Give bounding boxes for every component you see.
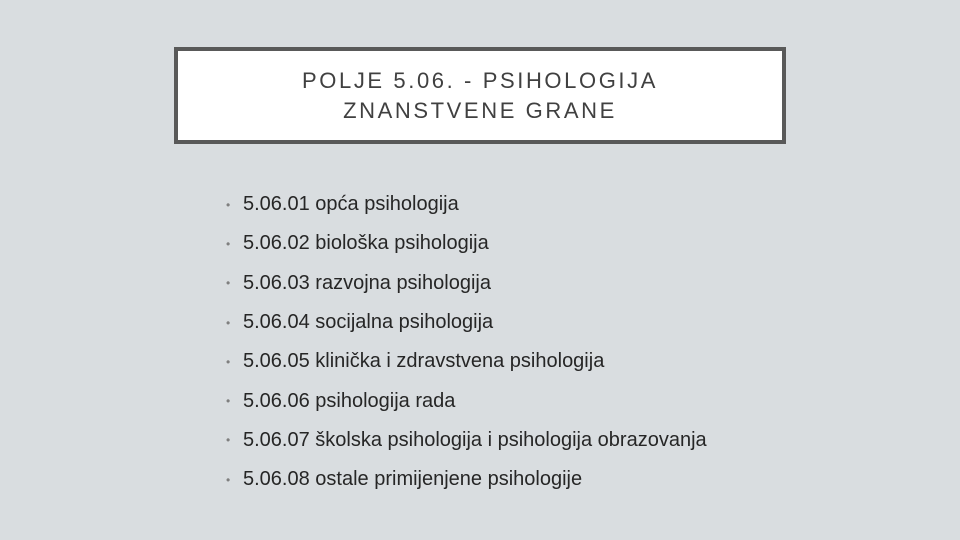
title-box [174, 47, 786, 144]
list-item [226, 460, 707, 499]
bullet-list [226, 185, 707, 499]
bullet-icon: • [226, 354, 231, 369]
bullet-icon: • [226, 197, 231, 212]
bullet-icon: • [226, 236, 231, 251]
list-item-text: 5.06.07 školska psihologija i psihologija obrazovanja [243, 428, 707, 451]
list-item [226, 185, 707, 224]
bullet-icon: • [226, 276, 231, 291]
list-item [226, 342, 707, 381]
list-item [226, 421, 707, 460]
list-item [226, 303, 707, 342]
list-item-text: 5.06.02 biološka psihologija [243, 232, 489, 255]
bullet-icon: • [226, 433, 231, 448]
bullet-icon: • [226, 472, 231, 487]
bullet-icon: • [226, 315, 231, 330]
list-item-text: 5.06.03 razvojna psihologija [243, 271, 491, 294]
list-item-text: 5.06.01 opća psihologija [243, 193, 459, 216]
bullet-icon: • [226, 394, 231, 409]
list-item-text: 5.06.04 socijalna psihologija [243, 311, 494, 334]
list-item-text: 5.06.05 klinička i zdravstvena psihologija [243, 350, 605, 373]
title-line-1: POLJE 5.06. - PSIHOLOGIJA [302, 67, 658, 93]
list-item [226, 381, 707, 420]
title-line-2: ZNANSTVENE GRANE [343, 97, 617, 123]
list-item-text: 5.06.06 psihologija rada [243, 389, 456, 412]
list-item-text: 5.06.08 ostale primijenjene psihologije [243, 468, 583, 491]
list-item [226, 264, 707, 303]
list-item [226, 224, 707, 263]
